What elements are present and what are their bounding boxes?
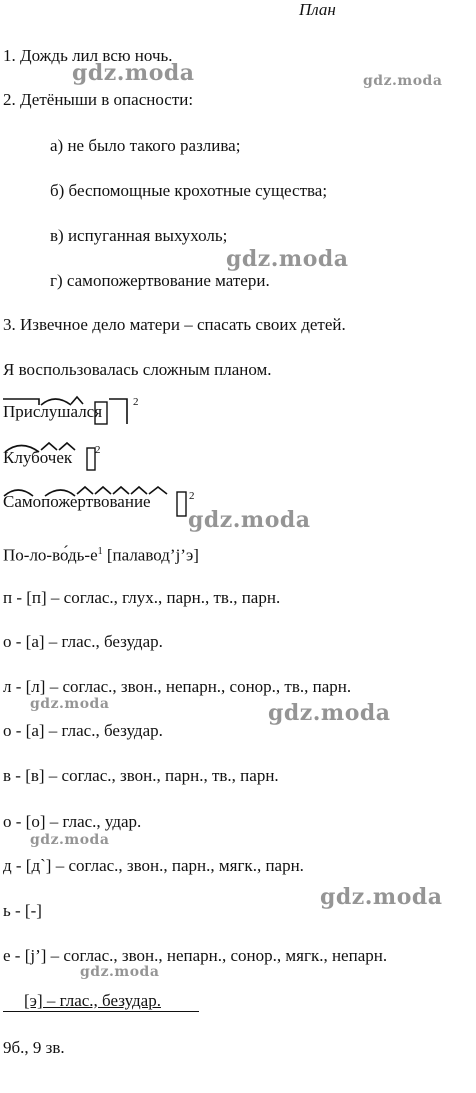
morphemic-index: 2 — [189, 490, 195, 502]
phonetic-transcription: [палавод’j’э] — [106, 545, 199, 565]
phonetic-row: [э] – глас., безудар. — [24, 991, 161, 1010]
watermark: gdz.moda — [188, 507, 311, 533]
plan-note: Я воспользовалась сложным планом. — [3, 360, 272, 379]
plan-subitem-a: а) не было такого разлива; — [50, 136, 241, 155]
phonetic-word-mark: 1 — [97, 546, 103, 557]
watermark: gdz.moda — [80, 964, 160, 980]
morphemic-analysis-samopozhertvovanie — [1, 484, 201, 522]
phonetic-summary: 9б., 9 зв. — [3, 1038, 65, 1057]
watermark: gdz.moda — [268, 700, 391, 726]
phonetic-row: п - [п] – соглас., глух., парн., тв., парн. — [3, 588, 281, 607]
plan-subitem-g: г) самопожертвование матери. — [50, 271, 270, 290]
phonetic-row: в - [в] – соглас., звон., парн., тв., парн. — [3, 766, 279, 785]
phonetic-row: е - [j’] – соглас., звон., непарн., сонор., мягк., непарн. — [3, 946, 388, 965]
phonetic-row: л - [л] – соглас., звон., непарн., сонор., тв., парн. — [3, 677, 352, 696]
plan-item-2: 2. Детёныши в опасности: — [3, 90, 194, 109]
morphemic-index: 2 — [95, 444, 101, 456]
plan-item-3: 3. Извечное дело матери – спасать своих детей. — [3, 315, 346, 334]
phonetic-heading — [3, 542, 199, 566]
phonetic-row: о - [а] – глас., безудар. — [3, 721, 163, 740]
phonetic-word: По-ло-во́дь-е — [3, 545, 98, 565]
phonetic-summary-rule — [3, 1011, 199, 1012]
morphemic-word: Клубочек — [3, 448, 73, 467]
plan-subitem-b: б) беспомощные крохотные существа; — [50, 181, 328, 200]
morphemic-word: Самопожертвование — [3, 492, 151, 511]
watermark: gdz.moda — [226, 246, 349, 272]
page-title: План — [299, 0, 336, 19]
watermark: gdz.moda — [72, 60, 195, 86]
morphemic-word: Прислушался — [3, 402, 103, 421]
morphemic-index: 2 — [133, 396, 139, 408]
phonetic-row: о - [а] – глас., безудар. — [3, 632, 163, 651]
morphemic-analysis-prislushalsya — [1, 394, 141, 430]
plan-item-1: 1. Дождь лил всю ночь. — [3, 46, 173, 65]
plan-subitem-v: в) испуганная выхухоль; — [50, 226, 228, 245]
phonetic-row: о - [о] – глас., удар. — [3, 812, 142, 831]
phonetic-row: ь - [-] — [3, 901, 42, 920]
morphemic-analysis-klubochek — [1, 440, 111, 476]
watermark: gdz.moda — [363, 73, 443, 89]
phonetic-row: д - [д`] – соглас., звон., парн., мягк., парн. — [3, 856, 304, 875]
watermark: gdz.moda — [320, 884, 443, 910]
watermark: gdz.moda — [30, 832, 110, 848]
watermark: gdz.moda — [30, 696, 110, 712]
